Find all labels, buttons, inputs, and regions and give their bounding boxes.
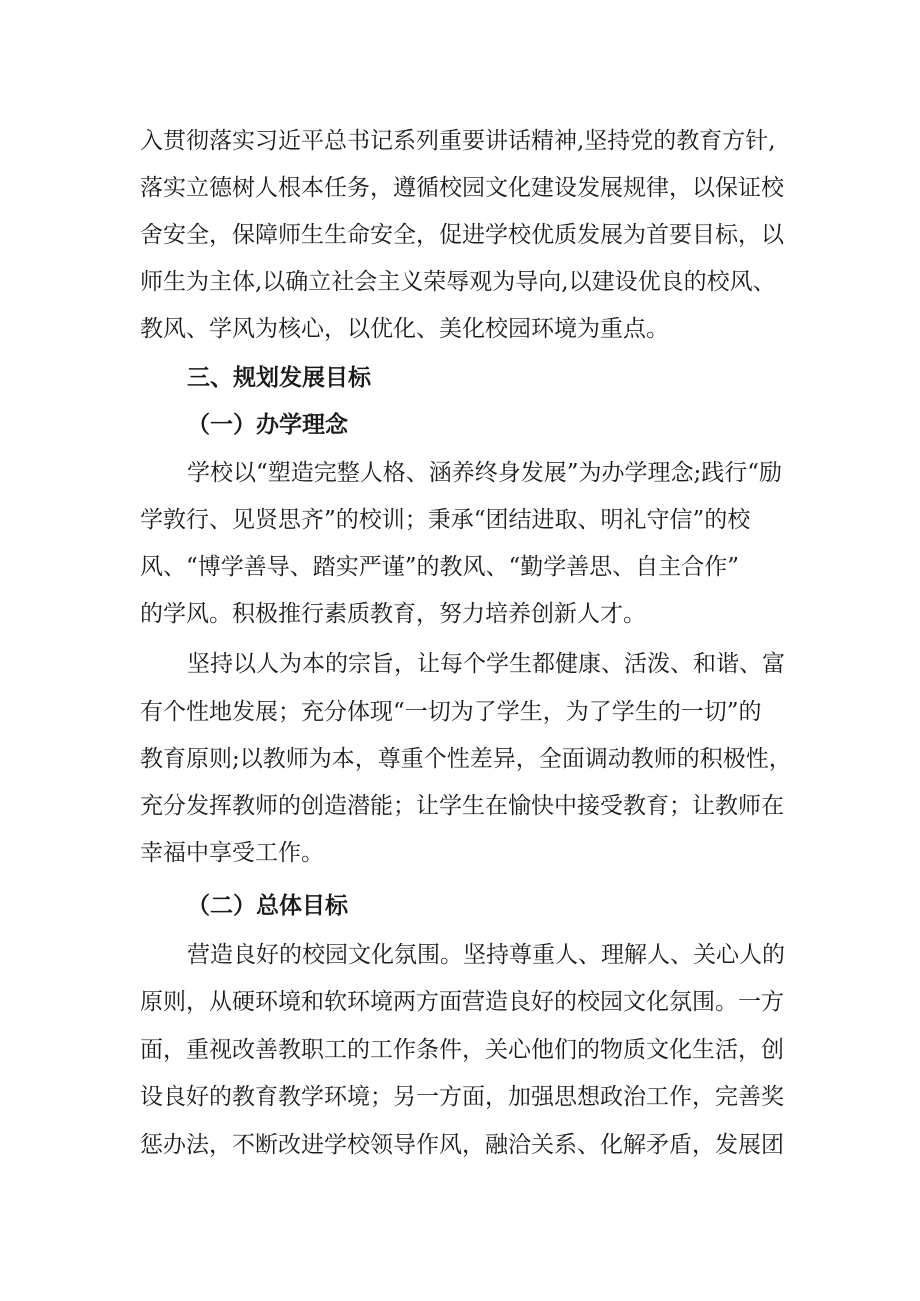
subsection-heading: （一）办学理念: [187, 412, 348, 438]
paragraph-line: 设良好的教育教学环境；另一方面，加强思想政治工作，完善奖: [140, 1084, 784, 1110]
paragraph-line: 教育原则;以教师为本，尊重个性差异，全面调动教师的积极性，: [140, 746, 792, 772]
paragraph-line: 营造良好的校园文化氛围。坚持尊重人、理解人、关心人的: [187, 942, 785, 968]
paragraph-line: 风、“博学善导、踏实严谨”的教风、“勤学善思、自主合作”: [140, 554, 740, 580]
paragraph-line: 惩办法，不断改进学校领导作风，融洽关系、化解矛盾，发展团: [140, 1132, 784, 1158]
paragraph-line: 幸福中享受工作。: [140, 840, 324, 866]
paragraph-line: 有个性地发展；充分体现“一切为了学生，为了学生的一切”的: [140, 699, 762, 725]
paragraph-line: 学敦行、见贤思齐”的校训；秉承“团结进取、明礼守信”的校: [140, 507, 751, 533]
paragraph-line: 入贯彻落实习近平总书记系列重要讲话精神,坚持党的教育方针,: [140, 128, 776, 154]
paragraph-line: 舍安全，保障师生生命安全，促进学校优质发展为首要目标，以: [140, 222, 784, 248]
paragraph-line: 原则，从硬环境和软环境两方面营造良好的校园文化氛围。一方: [140, 989, 784, 1015]
paragraph-line: 落实立德树人根本任务，遵循校园文化建设发展规律，以保证校: [140, 175, 784, 201]
paragraph-line: 坚持以人为本的宗旨，让每个学生都健康、活泼、和谐、富: [187, 651, 785, 677]
paragraph-line: 教风、学风为核心，以优化、美化校园环境为重点。: [140, 316, 669, 342]
paragraph-line: 师生为主体,以确立社会主义荣辱观为导向,以建设优良的校风、: [140, 269, 776, 295]
section-heading: 三、规划发展目标: [187, 365, 371, 391]
paragraph-line: 面，重视改善教职工的工作条件，关心他们的物质文化生活，创: [140, 1037, 784, 1063]
paragraph-line: 学校以“塑造完整人格、涵养终身发展”为办学理念;践行“励: [187, 460, 783, 486]
subsection-heading: （二）总体目标: [187, 893, 348, 919]
paragraph-line: 充分发挥教师的创造潜能；让学生在愉快中接受教育；让教师在: [140, 793, 784, 819]
paragraph-line: 的学风。积极推行素质教育，努力培养创新人才。: [140, 601, 646, 627]
